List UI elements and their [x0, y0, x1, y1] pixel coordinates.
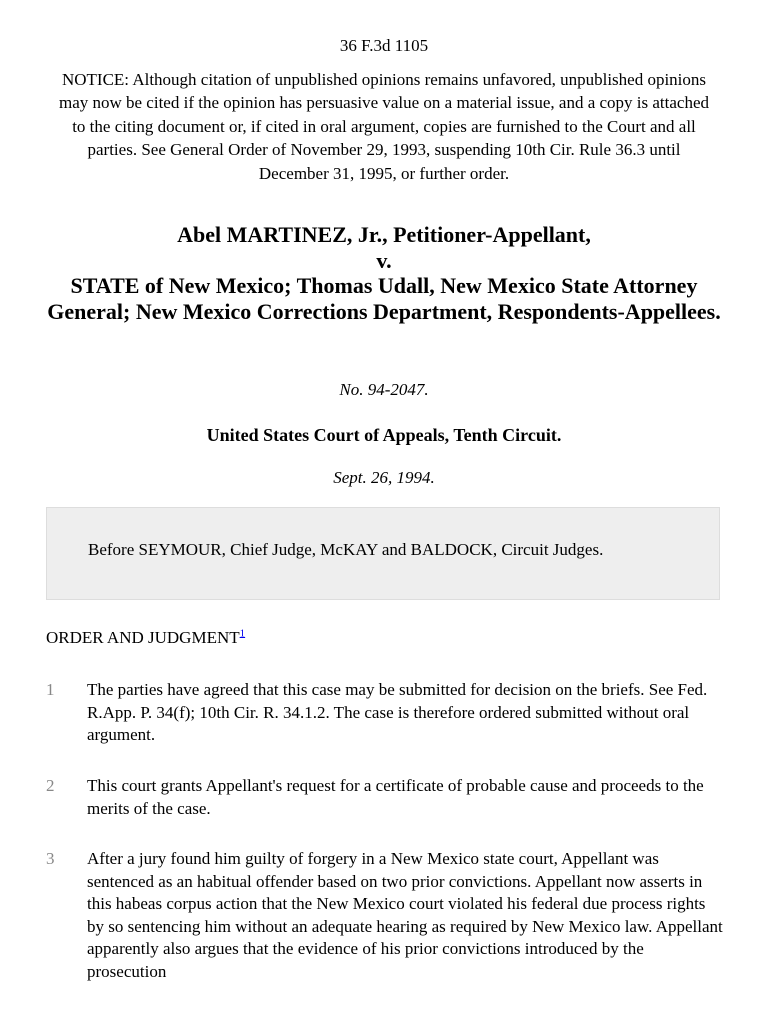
- paragraph-number: 2: [46, 776, 55, 795]
- paragraph-1: [46, 679, 726, 747]
- footnote-link[interactable]: 1: [239, 627, 246, 640]
- order-heading-text: ORDER AND JUDGMENT: [46, 628, 240, 647]
- paragraph-3: [46, 848, 726, 984]
- decision-date: Sept. 26, 1994.: [333, 468, 435, 487]
- judges-panel: [46, 507, 720, 600]
- court-name: United States Court of Appeals, Tenth Circuit.: [206, 425, 562, 445]
- judges-panel-text: Before SEYMOUR, Chief Judge, McKAY and BALDOCK, Circuit Judges.: [88, 540, 604, 559]
- paragraph-text: The parties have agreed that this case may be submitted for decision on the briefs. See Fed. R.App. P. 34(f); 10th Cir. R. 34.1.2. The case is therefore ordered submitted without oral argument.: [87, 680, 708, 745]
- versus: v.: [376, 247, 392, 273]
- docket-number: No. 94-2047.: [339, 380, 429, 399]
- paragraph-text: After a jury found him guilty of forgery in a New Mexico state court, Appellant was sentenced as an habitual offender based on two prior convictions. Appellant now asserts in this habeas corpus action that the New Mexico court violated his federal due process rights by so sentencing him without an adequate hearing as required by New Mexico law. Appellant apparently also argues that the evidence of his prior convictions introduced by the prosecution: [87, 849, 723, 981]
- citation: 36 F.3d 1105: [339, 36, 429, 55]
- petitioner: Abel MARTINEZ, Jr., Petitioner-Appellant,: [177, 222, 591, 247]
- paragraph-2: [46, 775, 726, 820]
- paragraph-number: 3: [46, 849, 55, 868]
- unpublished-opinion-notice: NOTICE: Although citation of unpublished opinions remains unfavored, unpublished opinions may now be cited if the opinion has persuasive value on a material issue, and a copy is attached to the citing document or, if cited in oral argument, copies are furnished to the Court and all parties. See General Order of November 29, 1993, suspending 10th Cir. Rule 36.3 until December 31, 1995, or further order.: [58, 70, 710, 183]
- respondents: STATE of New Mexico; Thomas Udall, New Mexico State Attorney General; New Mexico Corrections Department, Respondents-Appellees.: [47, 273, 721, 324]
- paragraph-text: This court grants Appellant's request for a certificate of probable cause and proceeds to the merits of the case.: [87, 776, 704, 818]
- paragraph-number: 1: [46, 680, 55, 699]
- order-heading: [46, 628, 245, 648]
- case-caption: [40, 222, 728, 324]
